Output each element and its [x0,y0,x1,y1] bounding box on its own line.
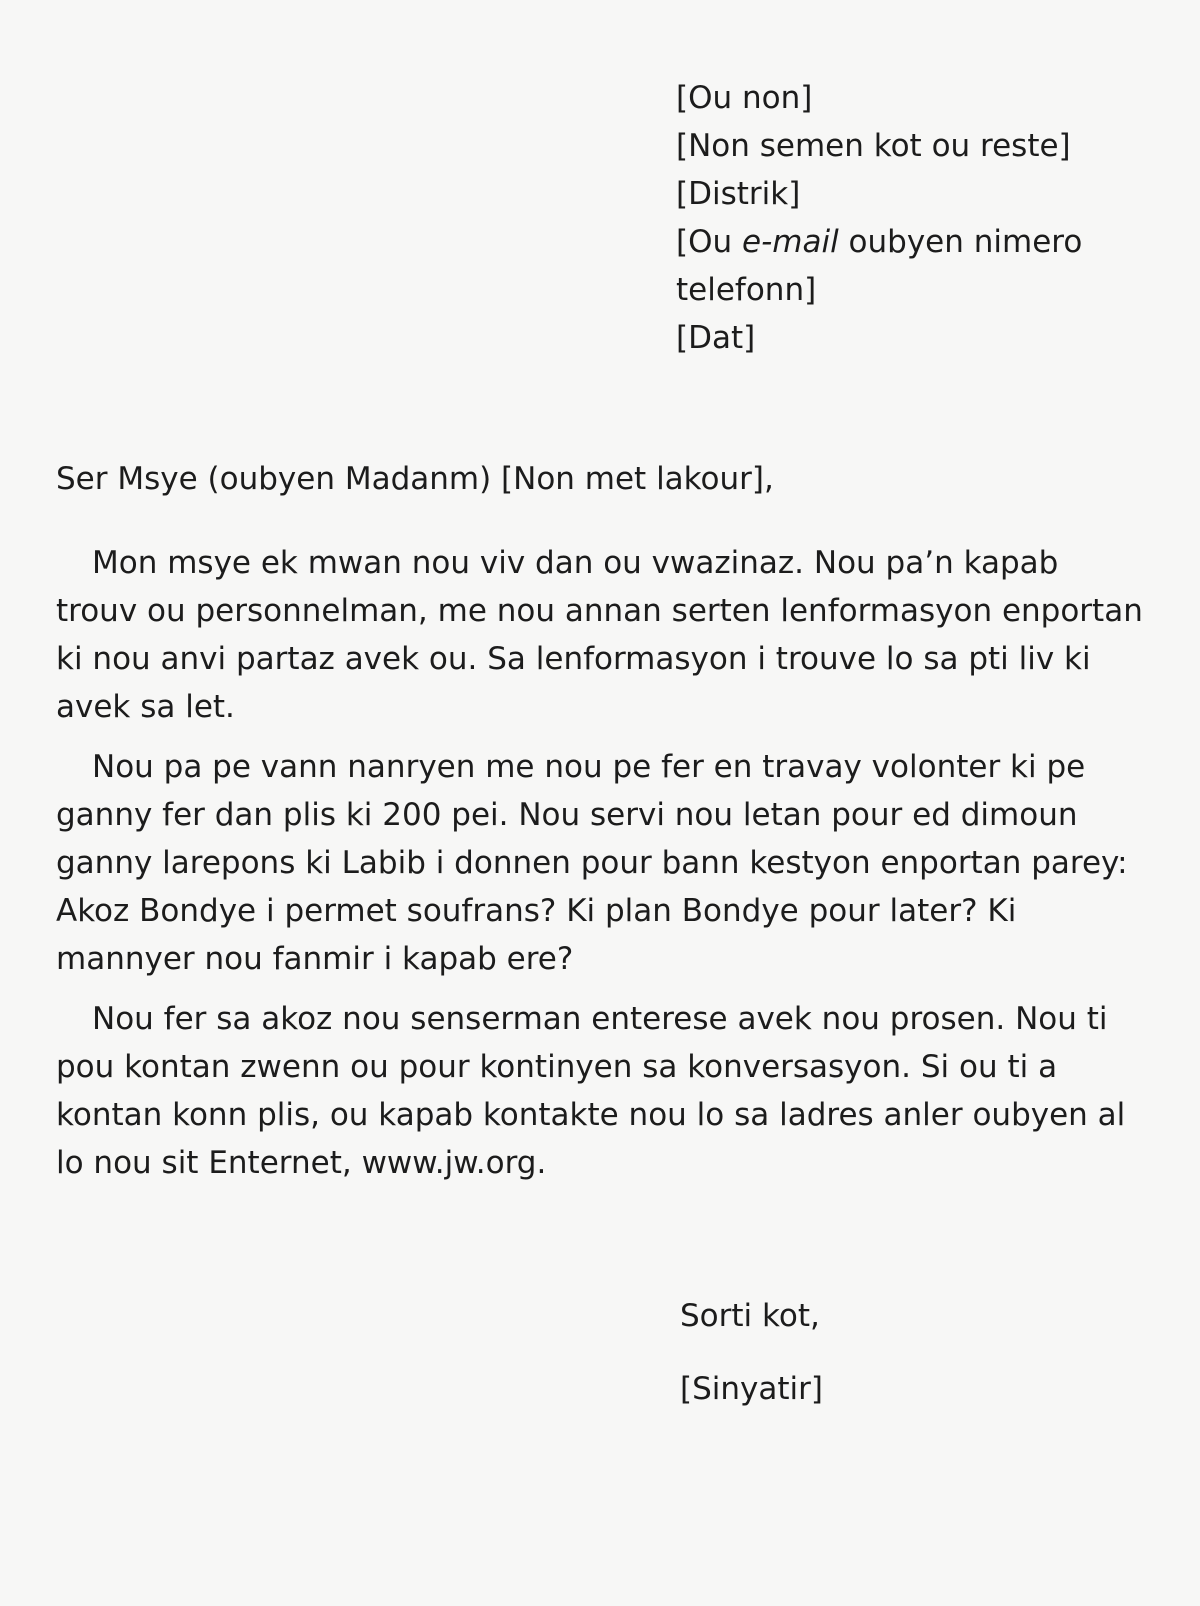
sender-contact-suffix: oubyen nimero [838,224,1083,260]
sender-contact-prefix: [Ou [676,224,742,260]
sender-address-block [676,74,1136,362]
sender-contact-line2: telefonn] [676,272,817,308]
sender-district: [Distrik] [676,176,801,212]
letter-greeting: Ser Msye (oubyen Madanm) [Non met lakour], [56,461,774,497]
letter-closing: Sorti kot, [680,1298,820,1334]
body-paragraph-2: Nou pa pe vann nanryen me nou pe fer en travay volonter ki pe ganny fer dan plis ki 200 pei. Nou servi nou letan pour ed dimoun ganny larepons ki Labib i donnen pour bann kestyon enportan parey: Akoz Bondye i permet soufrans? Ki plan Bondye pour later? Ki mannyer nou fanmir i kapab ere? [56,749,1128,977]
sender-street: [Non semen kot ou reste] [676,128,1071,164]
body-paragraph-1: Mon msye ek mwan nou viv dan ou vwazinaz. Nou pa’n kapab trouv ou personnelman, me nou annan serten lenformasyon enportan ki nou anvi partaz avek ou. Sa lenformasyon i trouve lo sa pti liv ki avek sa let. [56,545,1143,725]
sender-name: [Ou non] [676,80,813,116]
letter-signature: [Sinyatir] [680,1371,823,1407]
body-paragraph-3: Nou fer sa akoz nou senserman enterese avek nou prosen. Nou ti pou kontan zwenn ou pour kontinyen sa konversasyon. Si ou ti a kontan konn plis, ou kapab kontakte nou lo sa ladres anler oubyen al lo nou sit Enternet, www.jw.org. [56,1001,1126,1181]
sender-date: [Dat] [676,320,756,356]
letter-body [56,539,1146,1199]
sender-contact-email-word: e-mail [742,224,839,260]
sender-contact [676,218,1136,266]
